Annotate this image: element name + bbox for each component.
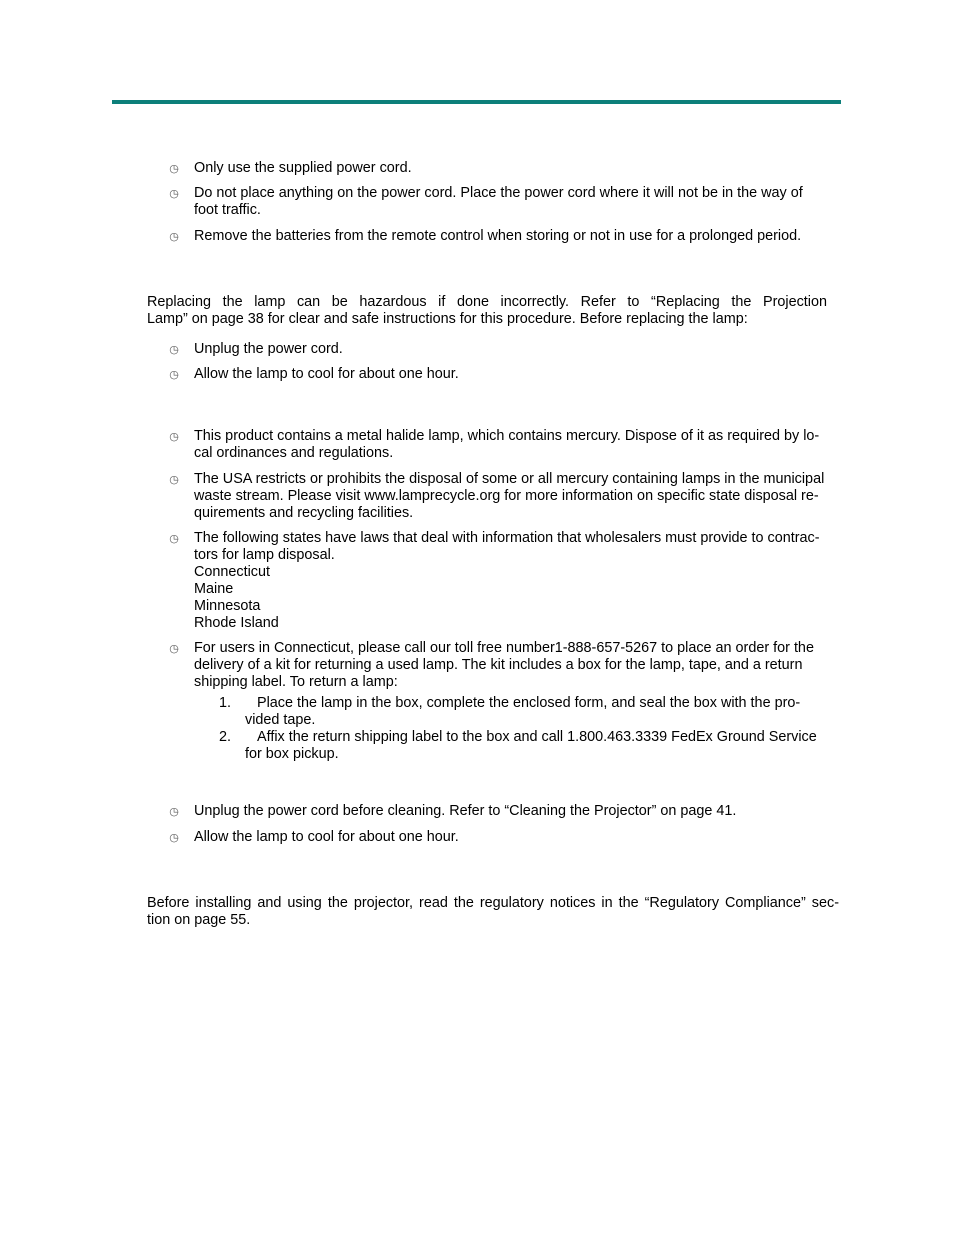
cleaning-item-2: ◷ Allow the lamp to cool for about one hour. [194, 829, 842, 846]
cleaning-item-1: ◷ Unplug the power cord before cleaning. Refer to “Cleaning the Projector” on page 41. [194, 803, 842, 820]
bullet-icon: ◷ [169, 431, 179, 443]
bullet-icon: ◷ [169, 533, 179, 545]
lamp-item-2: ◷ Allow the lamp to cool for about one hour. [194, 366, 842, 383]
disposal-item-2: ◷ The USA restricts or prohibits the disposal of some or all mercury containing lamps in the municipal waste stream. Please visit www.lamprecycle.org for more information on specific state disposal re- quirements and recycling facilities. [194, 471, 842, 522]
return-step-2: 2. Affix the return shipping label to the box and call 1.800.463.3339 FedEx Ground Service for box pickup. [219, 729, 817, 762]
header-rule [112, 100, 841, 104]
step-number: 1. [219, 695, 232, 711]
bullet-icon: ◷ [169, 832, 179, 844]
bullet-icon: ◷ [169, 231, 179, 243]
power-cord-item-2: ◷ Do not place anything on the power cord. Place the power cord where it will not be in the way of foot traffic. [194, 185, 842, 219]
disposal-item-4: ◷ For users in Connecticut, please call our toll free number1-888-657-5267 to place an order for the delivery of a kit for returning a used lamp. The kit includes a box for the lamp, tape, and a return shipping label. To return a lamp: [194, 640, 842, 691]
power-cord-item-1: ◷ Only use the supplied power cord. [194, 160, 842, 177]
state-rhode-island: Rhode Island [194, 615, 279, 631]
bullet-icon: ◷ [169, 344, 179, 356]
bullet-icon: ◷ [169, 806, 179, 818]
lamp-intro-paragraph: Replacing the lamp can be hazardous if done incorrectly. Refer to “Replacing the Projection Lamp” on page 38 for clear and safe instructions for this procedure. Before replacing the lamp: [147, 294, 827, 327]
bullet-icon: ◷ [169, 369, 179, 381]
power-cord-item-3: ◷ Remove the batteries from the remote control when storing or not in use for a prolonged period. [194, 228, 842, 245]
disposal-item-3: ◷ The following states have laws that deal with information that wholesalers must provide to contrac- tors for lamp disposal. Connecticut Maine Minnesota Rhode Island [194, 530, 842, 632]
state-minnesota: Minnesota [194, 598, 261, 614]
return-step-1: 1. Place the lamp in the box, complete the enclosed form, and seal the box with the pro- vided tape. [219, 695, 801, 728]
step-number: 2. [219, 729, 232, 745]
state-connecticut: Connecticut [194, 564, 270, 580]
bullet-icon: ◷ [169, 188, 179, 200]
regulatory-paragraph: Before installing and using the projector, read the regulatory notices in the “Regulatory Compliance” sec- tion on page 55. [147, 895, 839, 928]
bullet-icon: ◷ [169, 163, 179, 175]
disposal-item-1: ◷ This product contains a metal halide lamp, which contains mercury. Dispose of it as required by lo- cal ordinances and regulations. [194, 428, 842, 462]
state-maine: Maine [194, 581, 234, 597]
bullet-icon: ◷ [169, 643, 179, 655]
bullet-icon: ◷ [169, 474, 179, 486]
lamp-item-1: ◷ Unplug the power cord. [194, 341, 842, 358]
